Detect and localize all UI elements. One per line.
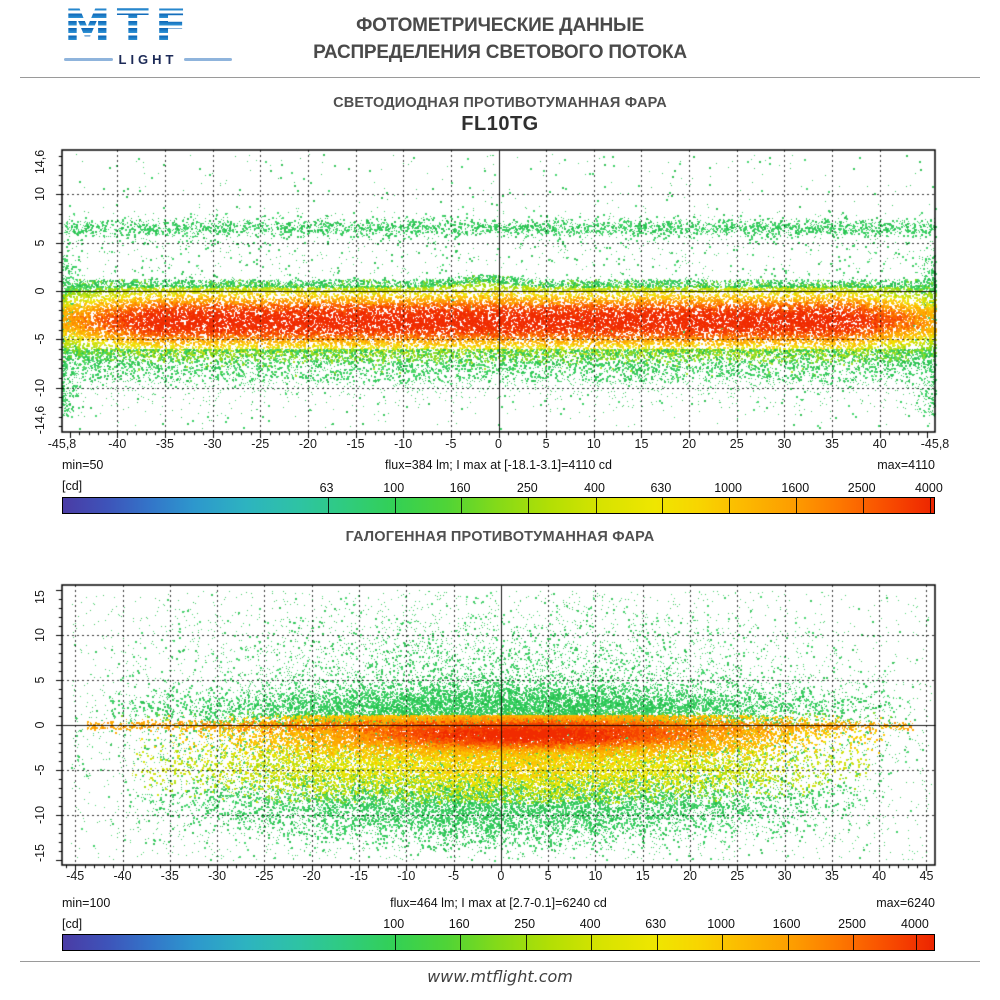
- x-tick-label: -35: [155, 437, 174, 451]
- y-tick-label: -5: [33, 333, 47, 345]
- logo-dash-left: [64, 58, 113, 61]
- x-tick-label: 30: [777, 437, 792, 451]
- colorbar-tick: [591, 935, 592, 950]
- x-tick-label: -25: [255, 869, 274, 883]
- colorbar-value-label: 100: [383, 481, 405, 495]
- x-tick-label: -10: [394, 437, 413, 451]
- colorbar-tick: [722, 935, 723, 950]
- mtf-logo-subtext: LIGHT: [118, 52, 178, 67]
- x-tick-label: -45: [66, 869, 85, 883]
- x-tick-label: -15: [349, 869, 369, 883]
- y-tick-label: 10: [33, 627, 47, 642]
- x-tick-label: 15: [634, 437, 649, 451]
- x-tick-label: -30: [203, 437, 222, 451]
- y-tick-label: -5: [33, 764, 47, 776]
- colorbar-tick: [657, 935, 658, 950]
- y-tick-label: -15: [33, 843, 47, 863]
- x-tick-label: -5: [445, 437, 457, 451]
- x-tick-label: -35: [160, 869, 179, 883]
- led-flux-value: flux=384 lm; I max at [-18.1-3.1]=4110 cd: [385, 458, 612, 472]
- halogen-min-value: min=100: [62, 896, 111, 910]
- mtf-logo-text: MTF: [64, 6, 234, 50]
- x-tick-label: -15: [346, 437, 365, 451]
- colorbar-tick: [796, 498, 797, 513]
- led-units-label: [cd]: [62, 479, 83, 493]
- halogen-max-value: max=6240: [876, 896, 935, 910]
- x-tick-label: 25: [729, 437, 744, 451]
- colorbar-tick: [729, 498, 730, 513]
- x-tick-label: -40: [108, 437, 127, 451]
- x-tick-label: 5: [544, 869, 552, 883]
- x-tick-label: 35: [824, 869, 839, 883]
- footer-divider: [20, 961, 980, 962]
- colorbar-value-label: 1000: [714, 481, 742, 495]
- x-tick-label: -45,8: [47, 437, 77, 451]
- y-tick-label: 14,6: [33, 149, 47, 175]
- led-chart-model: FL10TG: [461, 113, 539, 135]
- colorbar-value-label: 1000: [707, 917, 736, 931]
- x-tick-label: 35: [825, 437, 840, 451]
- y-tick-label: 15: [33, 590, 47, 604]
- y-tick-label: -14,6: [33, 405, 47, 435]
- colorbar-tick: [461, 498, 462, 513]
- x-tick-label: 45: [919, 869, 934, 883]
- x-tick-label: 10: [586, 437, 601, 451]
- x-tick-label: 0: [497, 869, 505, 883]
- x-tick-label: 15: [635, 869, 650, 883]
- x-tick-label: 5: [542, 437, 550, 451]
- header-divider: [20, 77, 980, 78]
- led-max-value: max=4110: [877, 458, 935, 472]
- y-tick-label: -10: [33, 806, 47, 825]
- x-tick-label: 20: [683, 869, 697, 883]
- colorbar-value-label: 4000: [901, 917, 929, 931]
- footer-url-link[interactable]: www.mtflight.com: [427, 967, 573, 986]
- x-tick-label: -20: [302, 869, 321, 883]
- y-tick-label: 10: [33, 187, 47, 202]
- x-tick-label: -5: [448, 869, 460, 883]
- x-tick-label: -20: [298, 437, 317, 451]
- x-tick-label: -10: [397, 869, 416, 883]
- colorbar-value-label: 160: [449, 481, 471, 495]
- led-heatmap-canvas: [50, 144, 947, 444]
- colorbar-tick: [395, 498, 396, 513]
- colorbar-value-label: 630: [645, 917, 667, 931]
- colorbar-tick: [916, 935, 917, 950]
- x-tick-label: -30: [208, 869, 227, 883]
- colorbar-tick: [788, 935, 789, 950]
- x-tick-label: 30: [777, 869, 792, 883]
- page-title-line1: ФОТОМЕТРИЧЕСКИЕ ДАННЫЕ: [356, 15, 644, 36]
- colorbar-value-label: 1600: [781, 481, 810, 495]
- colorbar-tick: [863, 498, 864, 513]
- colorbar-value-label: 1600: [772, 917, 801, 931]
- colorbar-tick: [328, 498, 329, 513]
- colorbar-value-label: 250: [516, 481, 538, 495]
- y-tick-label: 5: [33, 239, 47, 247]
- halogen-units-label: [cd]: [62, 917, 83, 931]
- colorbar-tick: [395, 935, 396, 950]
- halogen-colorbar: [62, 934, 935, 951]
- x-tick-label: 40: [872, 437, 887, 451]
- halogen-heatmap-canvas: [50, 579, 947, 877]
- led-chart-title: СВЕТОДИОДНАЯ ПРОТИВОТУМАННАЯ ФАРА: [333, 95, 667, 111]
- x-tick-label: 25: [730, 869, 745, 883]
- x-tick-label: 40: [872, 869, 887, 883]
- page-title-line2: РАСПРЕДЕЛЕНИЯ СВЕТОВОГО ПОТОКА: [313, 42, 687, 63]
- halogen-flux-value: flux=464 lm; I max at [2.7-0.1]=6240 cd: [390, 896, 607, 910]
- y-tick-label: 0: [33, 721, 47, 729]
- colorbar-value-label: 160: [448, 917, 470, 931]
- x-tick-label: 20: [682, 437, 697, 451]
- colorbar-tick: [930, 498, 931, 513]
- x-tick-label: -40: [113, 869, 132, 883]
- x-tick-label: -45,8: [920, 437, 950, 451]
- colorbar-tick: [853, 935, 854, 950]
- colorbar-tick: [528, 498, 529, 513]
- halogen-chart-title: ГАЛОГЕННАЯ ПРОТИВОТУМАННАЯ ФАРА: [345, 529, 655, 545]
- colorbar-value-label: 2500: [847, 481, 876, 495]
- colorbar-tick: [460, 935, 461, 950]
- colorbar-value-label: 2500: [838, 917, 866, 931]
- colorbar-tick: [662, 498, 663, 513]
- x-tick-label: 10: [588, 869, 603, 883]
- colorbar-value-label: 400: [579, 917, 601, 931]
- colorbar-value-label: 4000: [914, 481, 943, 495]
- colorbar-value-label: 630: [650, 481, 672, 495]
- colorbar-tick: [596, 498, 597, 513]
- led-colorbar: [62, 497, 935, 514]
- colorbar-value-label: 100: [383, 917, 405, 931]
- colorbar-value-label: 400: [584, 481, 605, 495]
- colorbar-value-label: 250: [514, 917, 536, 931]
- y-tick-label: 0: [33, 287, 47, 295]
- y-tick-label: -10: [33, 378, 47, 397]
- colorbar-value-label: 63: [319, 481, 334, 495]
- x-tick-label: -25: [251, 437, 270, 451]
- colorbar-tick: [526, 935, 527, 950]
- led-min-value: min=50: [62, 458, 104, 472]
- x-tick-label: 0: [495, 437, 502, 451]
- y-tick-label: 5: [33, 676, 47, 684]
- page-title: [200, 12, 800, 66]
